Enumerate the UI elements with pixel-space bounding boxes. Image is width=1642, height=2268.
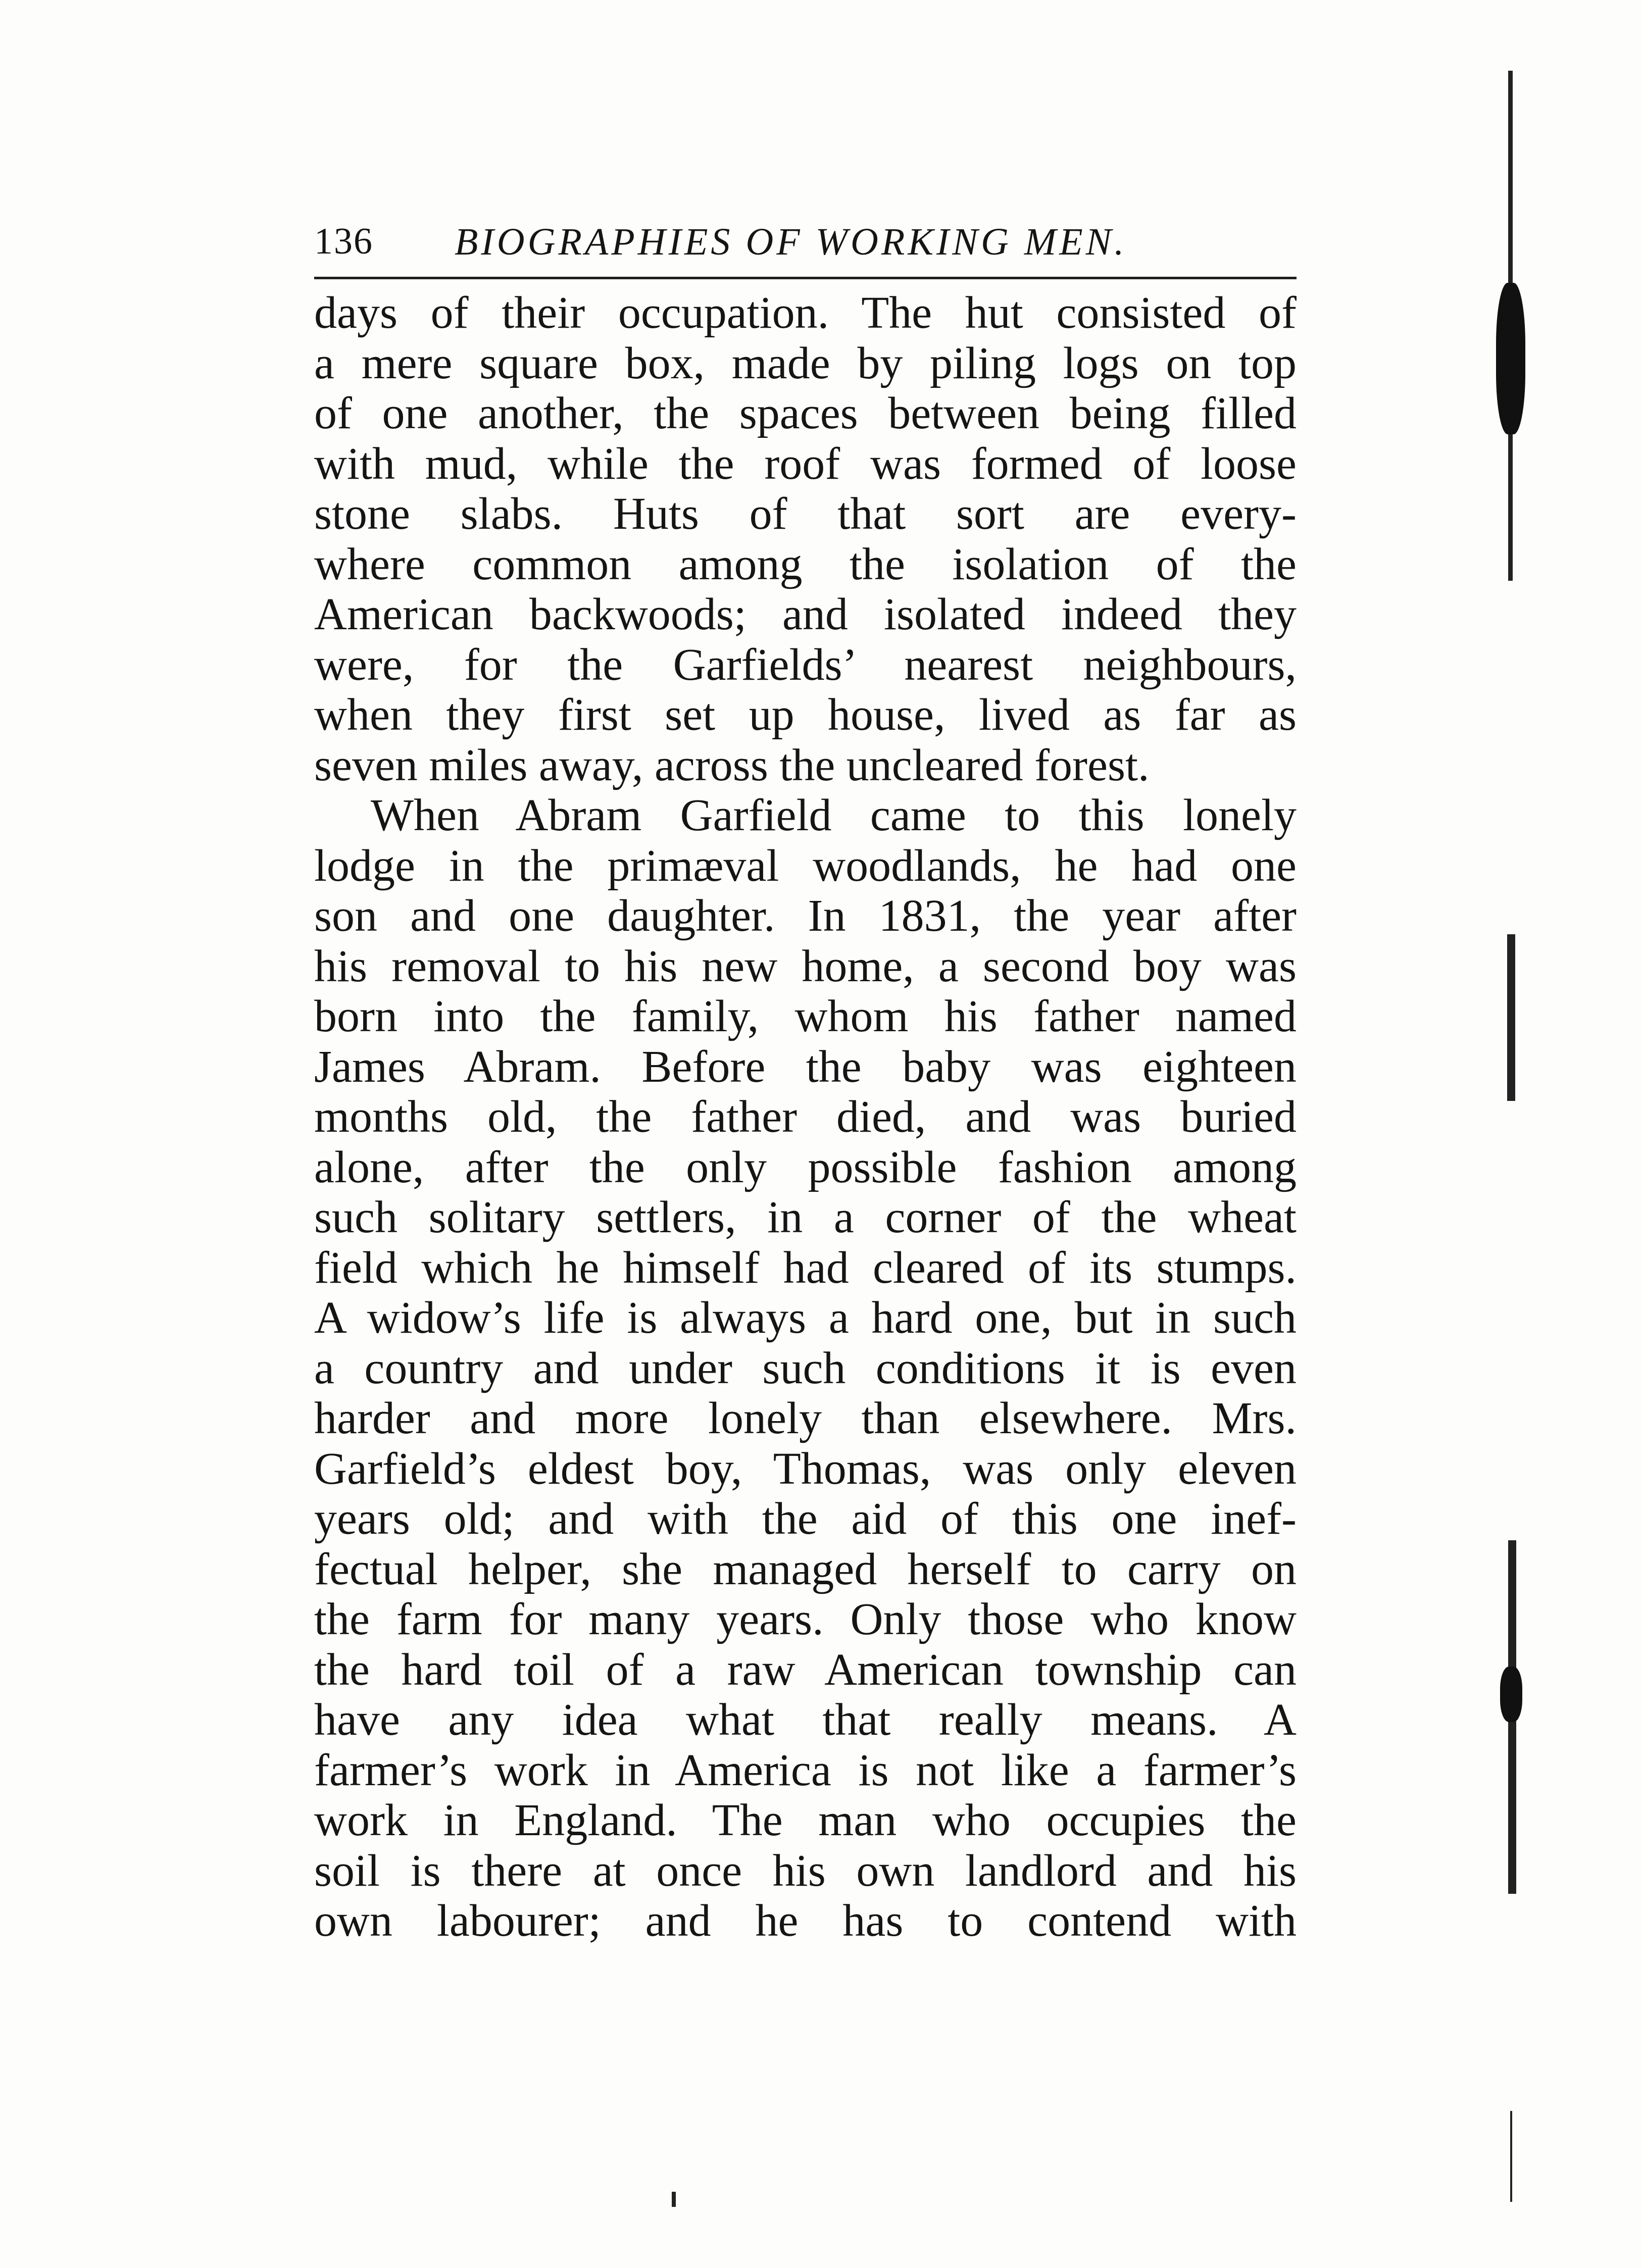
text-line: days of their occupation. The hut consisted of [314, 288, 1297, 338]
margin-mark [1510, 2111, 1512, 2202]
text-line: where common among the isolation of the [314, 539, 1297, 589]
text-line: months old, the father died, and was buried [314, 1092, 1297, 1142]
signature-mark [672, 2192, 676, 2207]
text-line: soil is there at once his own landlord and his [314, 1845, 1297, 1896]
text-line: A widow’s life is always a hard one, but in such [314, 1293, 1297, 1343]
body-text [314, 288, 1297, 1946]
margin-mark [1500, 1667, 1522, 1722]
text-line: American backwoods; and isolated indeed they [314, 589, 1297, 639]
text-line: the farm for many years. Only those who know [314, 1594, 1297, 1644]
text-line: were, for the Garfields’ nearest neighbours, [314, 639, 1297, 690]
text-line: harder and more lonely than elsewhere. Mrs. [314, 1393, 1297, 1443]
text-line: farmer’s work in America is not like a farmer’s [314, 1745, 1297, 1795]
text-line: when they first set up house, lived as far as [314, 690, 1297, 740]
text-line: lodge in the primæval woodlands, he had one [314, 840, 1297, 891]
text-line: Garfield’s eldest boy, Thomas, was only eleven [314, 1443, 1297, 1494]
text-line: born into the family, whom his father named [314, 991, 1297, 1041]
text-line: When Abram Garfield came to this lonely [371, 790, 1297, 840]
text-line: have any idea what that really means. A [314, 1695, 1297, 1745]
margin-mark [1507, 934, 1515, 1101]
text-line: of one another, the spaces between being filled [314, 388, 1297, 438]
running-title: BIOGRAPHIES OF WORKING MEN. [455, 221, 1127, 263]
header-rule [314, 277, 1297, 279]
text-line: a country and under such conditions it is even [314, 1343, 1297, 1393]
text-line: with mud, while the roof was formed of loose [314, 438, 1297, 489]
text-line: seven miles away, across the uncleared forest. [314, 740, 1150, 790]
margin-mark [1496, 283, 1525, 434]
text-line: work in England. The man who occupies the [314, 1795, 1297, 1845]
text-line: a mere square box, made by piling logs on top [314, 338, 1297, 388]
text-line: James Abram. Before the baby was eighteen [314, 1041, 1297, 1092]
text-line: field which he himself had cleared of its stumps. [314, 1242, 1297, 1293]
text-line: son and one daughter. In 1831, the year after [314, 891, 1297, 941]
text-line: alone, after the only possible fashion among [314, 1142, 1297, 1192]
text-line: stone slabs. Huts of that sort are every- [314, 489, 1297, 539]
text-line: such solitary settlers, in a corner of the wheat [314, 1192, 1297, 1242]
text-line: own labourer; and he has to contend with [314, 1896, 1297, 1946]
text-line: the hard toil of a raw American township can [314, 1644, 1297, 1695]
text-line: his removal to his new home, a second boy was [314, 941, 1297, 991]
page-number: 136 [314, 221, 373, 262]
text-line: years old; and with the aid of this one inef- [314, 1494, 1297, 1544]
page-header [314, 211, 1294, 277]
text-line: fectual helper, she managed herself to carry on [314, 1544, 1297, 1594]
